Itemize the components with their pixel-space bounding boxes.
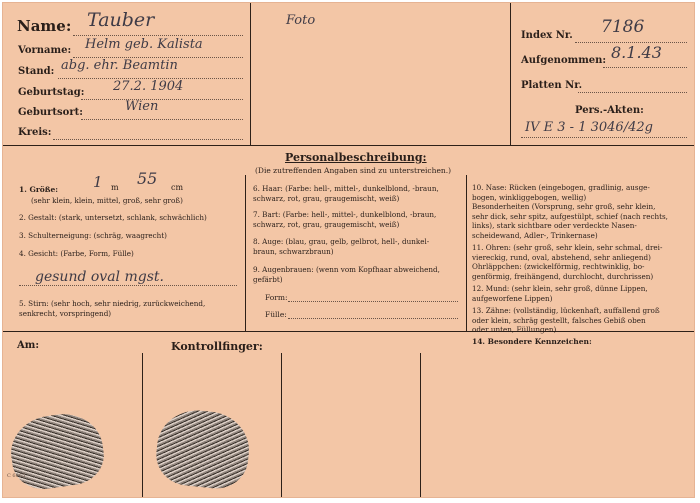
fingerprint-2 (153, 406, 252, 491)
akten-label: Pers.-Akten: (575, 105, 644, 116)
gesicht-value: gesund oval mgst. (35, 269, 164, 285)
geburtsort-value: Wien (125, 99, 159, 114)
kontrollfinger-label: Kontrollfinger: (171, 340, 263, 353)
geburtsort-label: Geburtsort: (18, 107, 83, 118)
personal-title: Personalbeschreibung: (285, 151, 427, 164)
fuelle-dotline (288, 318, 458, 319)
aufgenommen-dotline (603, 67, 687, 68)
column-divider-2 (466, 175, 467, 331)
gestalt-item: 2. Gestalt: (stark, untersetzt, schlank, schwächlich) (19, 213, 207, 222)
photo-right-border (510, 3, 511, 145)
groesse-m-unit: m (111, 183, 119, 192)
geburtstag-value: 27.2. 1904 (113, 79, 184, 94)
akten-dotline (521, 137, 687, 138)
mund-item: 12. Mund: (sehr klein, sehr groß, dünne Lippen, aufgeworfene Lippen) (472, 284, 648, 303)
haar-item: 6. Haar: (Farbe: hell-, mittel-, dunkelblond, -braun, schwarz, rot, grau, graugemischt, weiß) (253, 184, 439, 203)
auge-item: 8. Auge: (blau, grau, gelb, gelbrot, hell-, dunkel- braun, schwarzbraun) (253, 237, 430, 256)
fuelle-label: Fülle: (265, 310, 287, 319)
gesicht-dotline (19, 285, 237, 286)
column-divider-1 (245, 175, 246, 331)
groesse-cm-unit: cm (171, 183, 184, 192)
fingerprint-1 (6, 409, 107, 493)
groesse-cm-value: 55 (137, 169, 158, 188)
vorname-label: Vorname: (18, 45, 72, 56)
groesse-label: 1. Größe: (19, 185, 59, 194)
schulter-item: 3. Schulterneigung: (schräg, waagrecht) (19, 231, 167, 240)
groesse-options: (sehr klein, klein, mittel, groß, sehr groß) (31, 196, 183, 205)
name-label: Name: (17, 17, 72, 35)
printer-code: C 6065 (7, 473, 26, 479)
form-label: Form: (265, 293, 288, 302)
geburtstag-label: Geburtstag: (18, 87, 85, 98)
finger-box-divider-2 (281, 353, 282, 498)
akten-value: IV E 3 - 1 3046/42g (525, 120, 653, 135)
kreis-dotline (53, 139, 243, 140)
stirn-item: 5. Stirn: (sehr hoch, sehr niedrig, zurückweichend, senkrecht, vorspringend) (19, 299, 206, 318)
nase-item: 10. Nase: Rücken (eingebogen, gradlinig, ausge- bogen, winkliggebogen, wellig) Besonderheiten (Vorsprung, sehr groß, sehr klein, sehr dick, sehr spitz, aufgestülpt, schief (nach rechts, links), stark sichtbare oder verdeckte Nasen- scheidewand, Adler-, Trinkernase) (472, 183, 668, 240)
brauen-item: 9. Augenbrauen: (wenn vom Kopfhaar abweichend, gefärbt) (253, 265, 440, 284)
personal-subtitle: (Die zutreffenden Angaben sind zu unterstreichen.) (255, 166, 452, 175)
platten-dotline (578, 92, 687, 93)
geburtsort-dotline (81, 119, 243, 120)
zaehne-item: 13. Zähne: (vollständig, lückenhaft, auffallend groß oder klein, schräg gestellt, falsches Gebiß oben oder unten, Füllungen) (472, 306, 660, 335)
finger-box-divider-1 (142, 353, 143, 498)
stand-value: abg. ehr. Beamtin (61, 58, 178, 73)
platten-label: Platten Nr. (521, 80, 583, 91)
index-label: Index Nr. (521, 30, 573, 41)
photo-left-border (250, 3, 251, 145)
photo-label: Foto (286, 13, 316, 28)
index-value: 7186 (601, 17, 645, 37)
kennzeichen-item: 14. Besondere Kennzeichen: (472, 337, 592, 346)
am-label: Am: (17, 340, 40, 351)
header-divider (3, 145, 695, 146)
aufgenommen-label: Aufgenommen: (521, 55, 607, 66)
gesicht-item: 4. Gesicht: (Farbe, Form, Fülle) (19, 249, 134, 258)
aufgenommen-value: 8.1.43 (611, 43, 662, 62)
ohren-item: 11. Ohren: (sehr groß, sehr klein, sehr schmal, drei- viereckig, rund, oval, abstehend, sehr anliegend) Ohrläppchen: (zwickelförmig, rechtwinklig, bo- genförmig, freihängend, durchlocht, durchrissen) (472, 243, 663, 281)
police-record-card (2, 2, 695, 498)
kreis-label: Kreis: (18, 127, 52, 138)
form-dotline (288, 301, 458, 302)
geburtstag-dotline (81, 99, 243, 100)
bart-item: 7. Bart: (Farbe: hell-, mittel-, dunkelblond, -braun, schwarz, rot, grau, graugemischt, weiß) (253, 210, 437, 229)
stand-label: Stand: (18, 66, 55, 77)
groesse-m-value: 1 (93, 173, 103, 191)
name-value: Tauber (87, 9, 155, 31)
vorname-value: Helm geb. Kalista (85, 37, 203, 52)
finger-box-divider-3 (420, 353, 421, 498)
name-dotline (73, 35, 243, 36)
